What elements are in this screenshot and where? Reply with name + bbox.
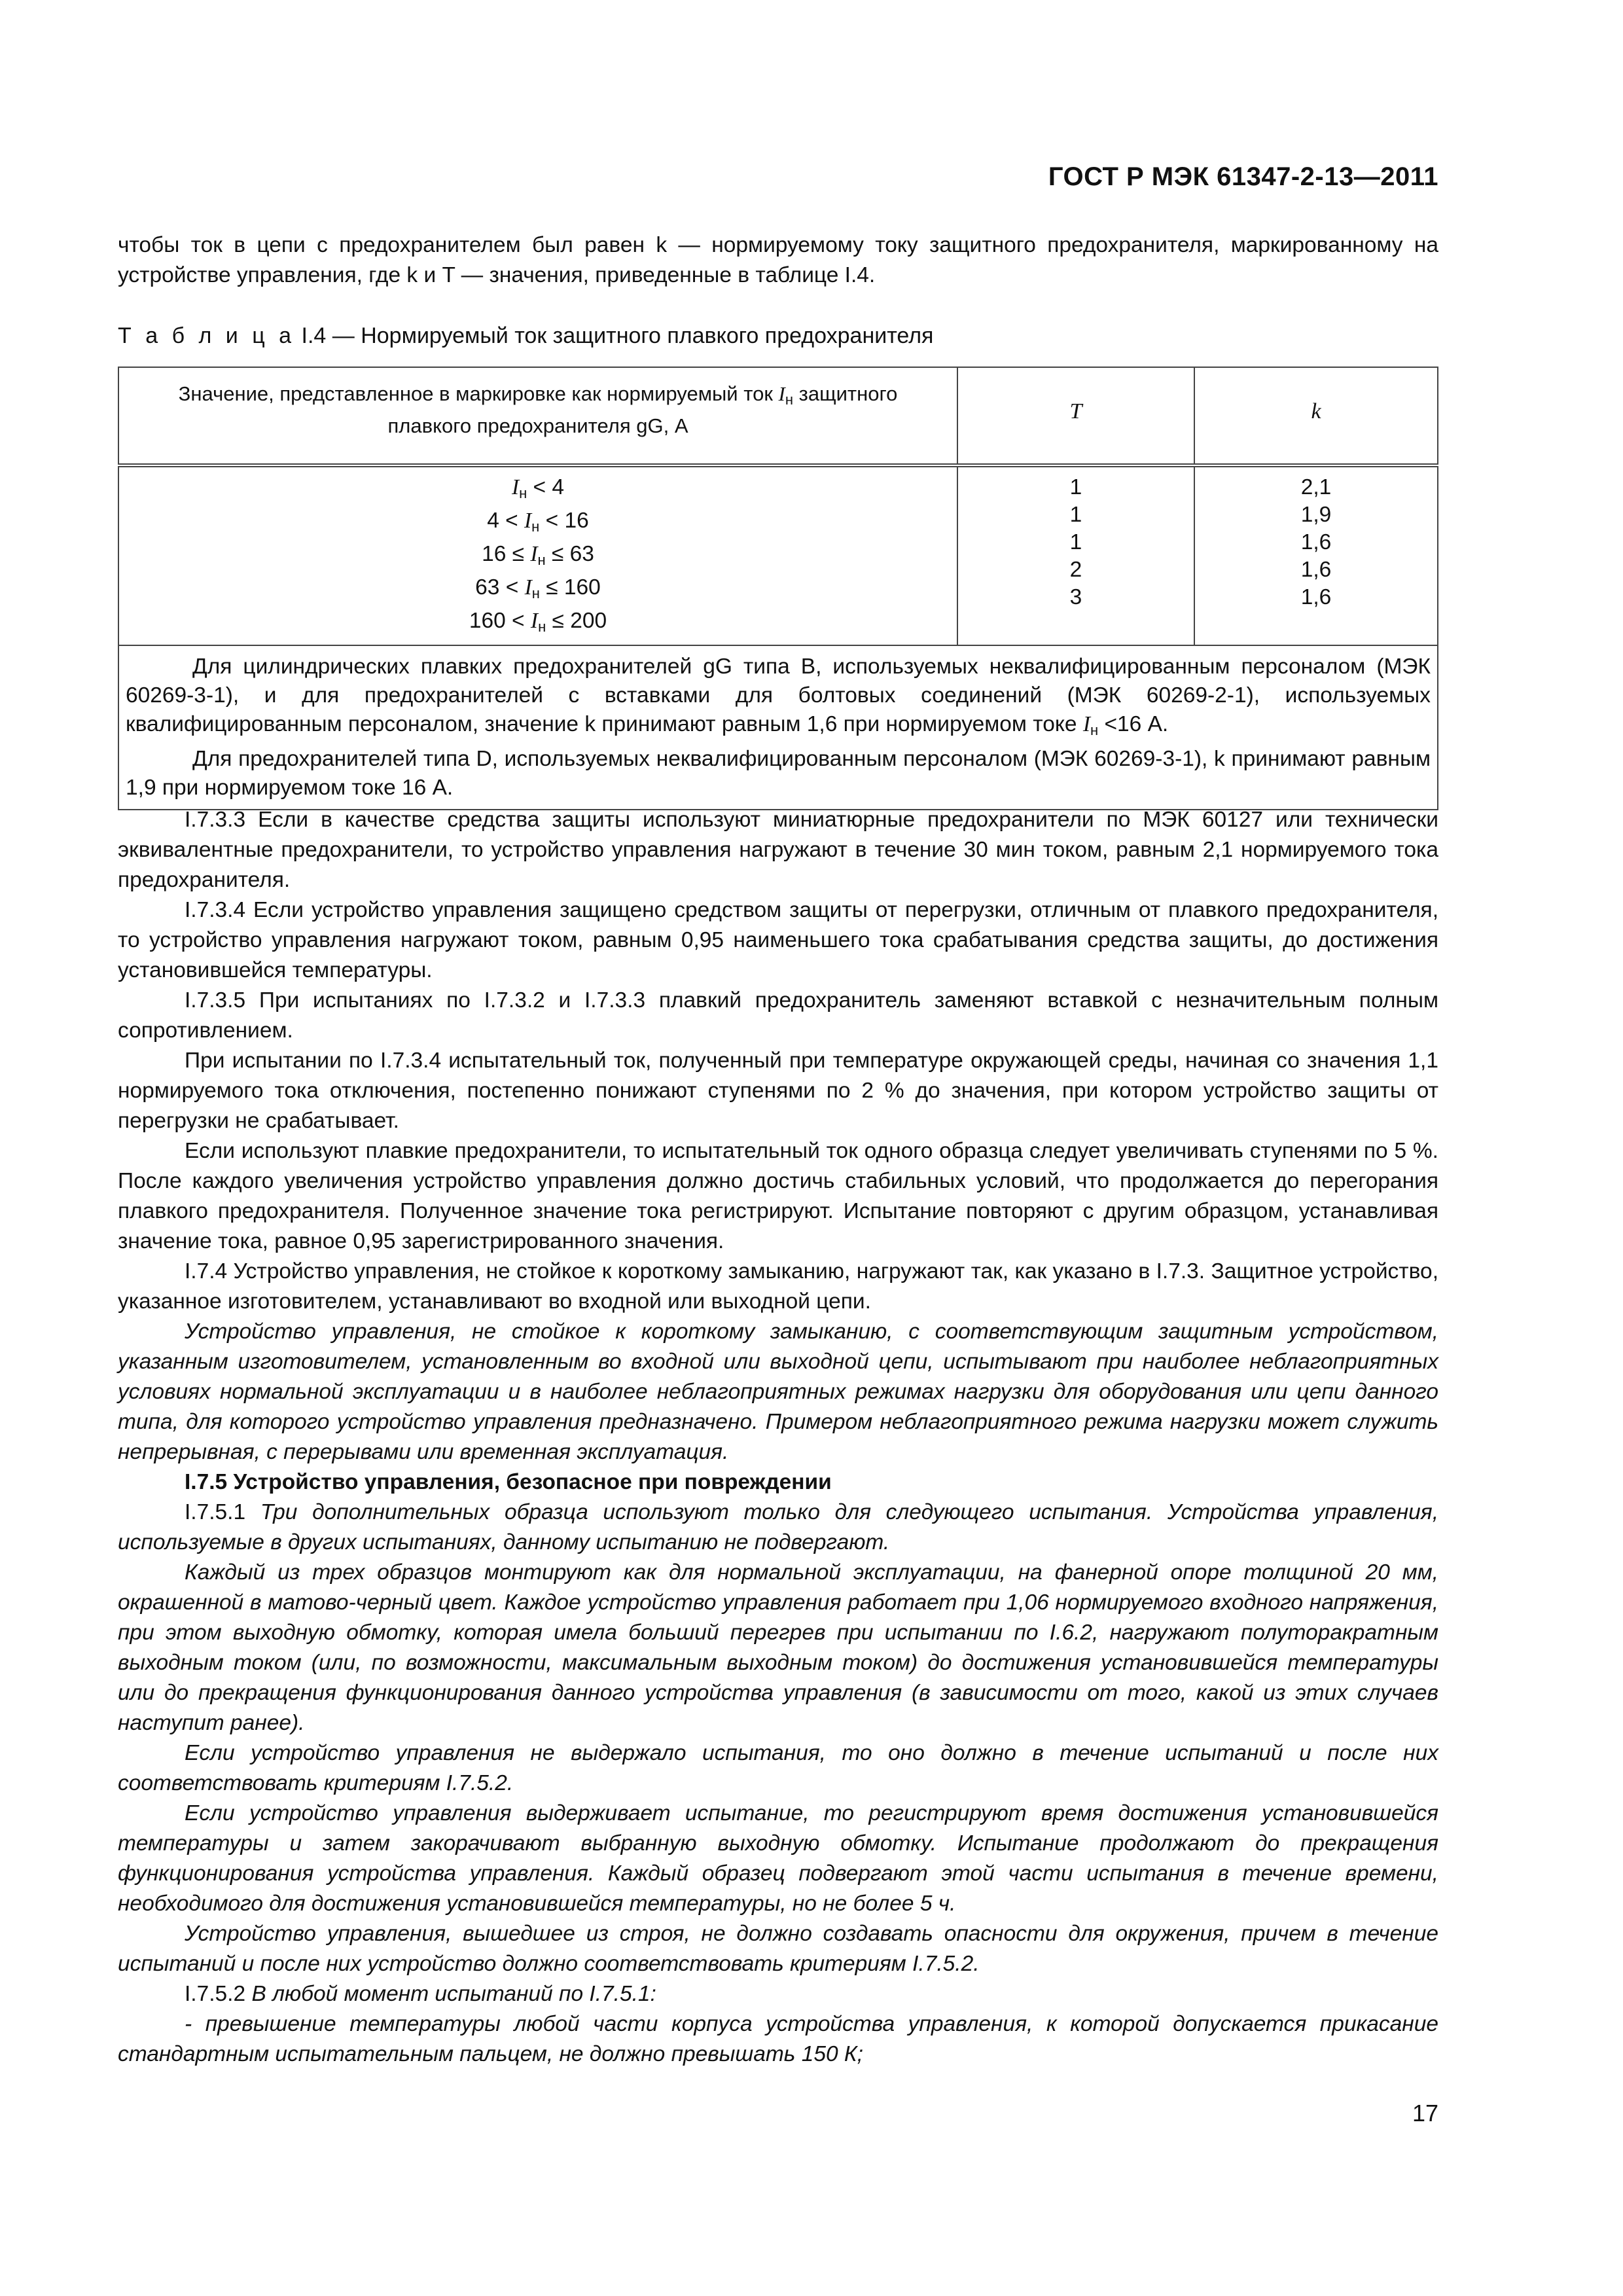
para-i734: I.7.3.4 Если устройство управления защищено средством защиты от перегрузки, отличным от плавкого предохранителя, то устройство управления нагружают током, равным 0,95 наименьшего тока срабатывания средства защиты, до достижения установившейся температуры. <box>118 898 1438 982</box>
t-value: 1 <box>1069 530 1082 554</box>
para-i733: I.7.3.3 Если в качестве средства защиты используют миниатюрные предохранители по МЭК 60127 или технически эквивалентные предохранители, то устройство управления нагружают в течение 30 мин током, равным 2,1 нормируемого тока предохранителя. <box>118 808 1438 892</box>
k-value: 1,6 <box>1300 530 1332 554</box>
current-range-4: $63 < I_н \le 160$ <box>475 575 601 601</box>
table-note <box>118 645 1438 810</box>
current-range-3: $16 \le I_н \le 63$ <box>482 542 594 568</box>
fuse-current-table <box>118 367 1438 810</box>
para-i751c: Если устройство управления не выдержало испытания, то оно должно в течение испытаний и после них соответствовать критериям I.7.5.2. <box>118 1741 1438 1795</box>
table-header-k: k <box>1194 367 1438 465</box>
table-header-value: Значение, представленное в маркировке как нормируемый ток $I_н$ защитного плавкого предохранителя gG, А <box>118 367 957 465</box>
page-number: 17 <box>1412 2100 1438 2126</box>
table-header-row <box>118 367 1438 465</box>
para-i751: I.7.5.1 Три дополнительных образца используют только для следующего испытания. Устройства управления, используемые в других испытаниях, данному испытанию не подвергают. <box>118 1500 1438 1554</box>
para-i735c: Если используют плавкие предохранители, то испытательный ток одного образца следует увеличивать ступенями по 5 %. После каждого увеличения устройство управления должно достичь стабильных условий, что продолжается до перегорания плавкого предохранителя. Полученное значение тока регистрируют. Испытание повторяют с другим образцом, устанавливая значение тока, равное 0,95 зарегистрированного значения. <box>118 1139 1438 1253</box>
table-current-ranges <box>118 465 957 645</box>
table-note-1: Для цилиндрических плавких предохранителей gG типа B, используемых неквалифицированным персоналом (МЭК 60269-3-1), и для предохранителей с вставками для болтовых соединений (МЭК 60269-2-1), используемых квалифицированным персоналом, значение k принимают равным 1,6 при нормируемом токе $I_н <16$ А. <box>126 655 1431 738</box>
table-t-values <box>957 465 1194 645</box>
document-header: ГОСТ Р МЭК 61347-2-13—2011 <box>1048 162 1438 191</box>
t-value: 2 <box>1069 558 1082 582</box>
current-range-2: $4 < I_н < 16$ <box>487 509 589 535</box>
para-i752: I.7.5.2 В любой момент испытаний по I.7.5.1: <box>185 1982 656 2006</box>
para-i752b: - превышение температуры любой части корпуса устройства управления, к которой допускается прикасание стандартным испытательным пальцем, не должно превышать 150 К; <box>118 2012 1438 2066</box>
current-range-1: $I_н < 4$ <box>511 475 565 501</box>
para-i751d: Если устройство управления выдерживает испытание, то регистрируют время достижения установившейся температуры и затем закорачивают выбранную выходную обмотку. Испытание продолжают до прекращения функционирования устройства управления. Каждый образец подвергают этой части испытания в течение времени, необходимого для достижения установившейся температуры, но не более 5 ч. <box>118 1801 1438 1916</box>
t-value: 1 <box>1069 475 1082 499</box>
table-note-row <box>118 645 1438 810</box>
para-i735: I.7.3.5 При испытаниях по I.7.3.2 и I.7.3.3 плавкий предохранитель заменяют вставкой с незначительным полным сопротивлением. <box>118 988 1438 1043</box>
current-range-5: $160 < I_н \le 200$ <box>469 609 607 635</box>
k-value: 1,9 <box>1300 503 1332 527</box>
k-value: 1,6 <box>1300 585 1332 609</box>
para-i735b: При испытании по I.7.3.4 испытательный ток, полученный при температуре окружающей среды, начиная со значения 1,1 нормируемого тока отключения, постепенно понижают ступенями по 2 % до значения, при котором устройство защиты от перегрузки не срабатывает. <box>118 1049 1438 1133</box>
table-caption <box>118 323 933 349</box>
k-value: 1,6 <box>1300 558 1332 582</box>
table-data-row <box>118 465 1438 645</box>
para-i751e: Устройство управления, вышедшее из строя, не должно создавать опасности для окружения, причем в течение испытаний и после них устройство должно соответствовать критериям I.7.5.2. <box>118 1922 1438 1976</box>
para-i74-italic: Устройство управления, не стойкое к короткому замыканию, с соответствующим защитным устройством, указанным изготовителем, установленным во входной или выходной цепи, испытывают при наиболее неблагоприятных условиях нормальной эксплуатации и в наиболее неблагоприятных режимах нагрузки для оборудования или цепи данного типа, для которого устройство управления предназначено. Примером неблагоприятного режима нагрузки может служить непрерывная, с перерывами или временная эксплуатация. <box>118 1319 1438 1464</box>
table-k-values <box>1194 465 1438 645</box>
t-value: 1 <box>1069 503 1082 527</box>
table-caption-title: I.4 — Нормируемый ток защитного плавкого предохранителя <box>301 323 934 348</box>
para-i751b: Каждый из трех образцов монтируют как для нормальной эксплуатации, на фанерной опоре толщиной 20 мм, окрашенной в матово-черный цвет. Каждое устройство управления работает при 1,06 нормируемого входного напряжения, при этом выходную обмотку, которая имела больший перегрев при испытании по I.6.2, нагружают полуторакратным выходным током (или, по возможности, максимальным выходным током) до достижения установившейся температуры или до прекращения функционирования данного устройства управления (в зависимости от того, какой из этих случаев наступит ранее). <box>118 1560 1438 1735</box>
table-header-t: T <box>957 367 1194 465</box>
document-body <box>118 805 1438 2070</box>
para-i74: I.7.4 Устройство управления, не стойкое к короткому замыканию, нагружают так, как указано в I.7.3. Защитное устройство, указанное изготовителем, устанавливают во входной или выходной цепи. <box>118 1259 1438 1314</box>
t-value: 3 <box>1069 585 1082 609</box>
table-caption-prefix: Т а б л и ц а <box>118 323 296 348</box>
intro-paragraph: чтобы ток в цепи с предохранителем был равен k — нормируемому току защитного предохранителя, маркированному на устройстве управления, где k и T — значения, приведенные в таблице I.4. <box>118 233 1438 287</box>
k-value: 2,1 <box>1300 475 1332 499</box>
table-note-2: Для предохранителей типа D, используемых неквалифицированным персоналом (МЭК 60269-3-1), k принимают равным 1,9 при нормируемом токе 16 А. <box>126 747 1431 800</box>
heading-i75: I.7.5 Устройство управления, безопасное при повреждении <box>185 1470 832 1494</box>
